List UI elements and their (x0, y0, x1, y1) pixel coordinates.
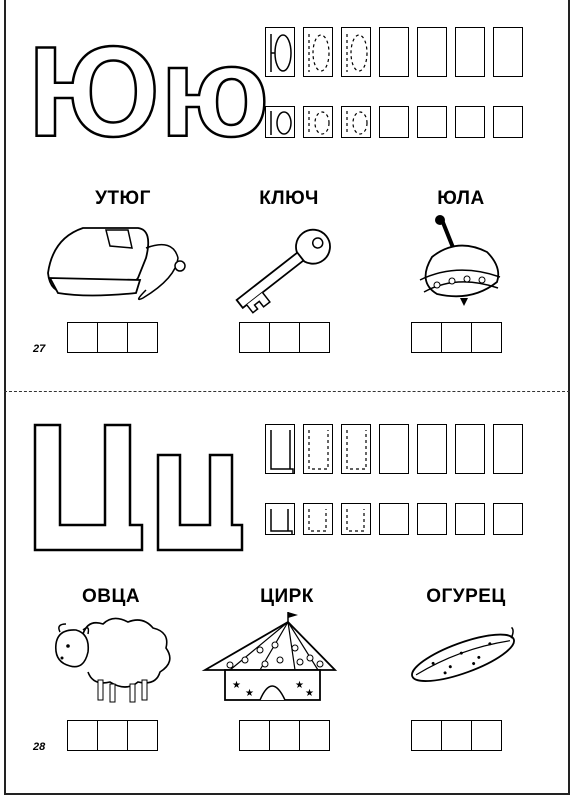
trace-cell[interactable] (341, 503, 371, 535)
iron-icon (28, 218, 198, 308)
answer-boxes[interactable] (239, 720, 330, 751)
answer-boxes[interactable] (411, 322, 502, 353)
trace-cell[interactable] (417, 106, 447, 138)
key-icon (232, 222, 342, 312)
answer-boxes[interactable] (411, 720, 502, 751)
sheep-icon (48, 614, 178, 704)
trace-cell[interactable] (493, 106, 523, 138)
tracing-row-lower-yu[interactable] (265, 106, 523, 138)
trace-cell[interactable] (379, 27, 409, 77)
trace-cell[interactable] (455, 27, 485, 77)
trace-cell[interactable] (417, 503, 447, 535)
trace-cell[interactable] (455, 106, 485, 138)
svg-text:★: ★ (245, 688, 254, 699)
trace-cell[interactable] (265, 27, 295, 77)
trace-cell[interactable] (493, 424, 523, 474)
big-letters-ts (30, 420, 270, 570)
word-label: ЦИРК (260, 586, 314, 607)
cucumber-icon (402, 620, 522, 690)
trace-cell[interactable] (265, 424, 295, 474)
trace-cell[interactable] (265, 106, 295, 138)
trace-cell[interactable] (341, 106, 371, 138)
trace-cell[interactable] (455, 424, 485, 474)
svg-text:★: ★ (295, 680, 304, 691)
trace-cell[interactable] (493, 503, 523, 535)
tracing-row-upper-yu[interactable] (265, 27, 523, 77)
trace-cell[interactable] (379, 503, 409, 535)
trace-cell[interactable] (303, 27, 333, 77)
trace-cell[interactable] (417, 424, 447, 474)
page-number: 28 (33, 741, 46, 753)
svg-text:★: ★ (305, 688, 314, 699)
trace-cell[interactable] (455, 503, 485, 535)
trace-cell[interactable] (379, 424, 409, 474)
word-label: ОВЦА (81, 586, 141, 607)
trace-cell[interactable] (303, 106, 333, 138)
word-label: УТЮГ (95, 188, 151, 209)
word-label: ЮЛА (437, 188, 485, 209)
page-number: 27 (33, 343, 46, 355)
trace-cell[interactable] (265, 503, 295, 535)
word-label: КЛЮЧ (259, 188, 319, 209)
svg-text:★: ★ (232, 680, 241, 691)
trace-cell[interactable] (341, 27, 371, 77)
answer-boxes[interactable] (239, 322, 330, 353)
tracing-row-upper-ts[interactable] (265, 424, 523, 474)
trace-cell[interactable] (303, 503, 333, 535)
spinning-top-icon (412, 212, 512, 307)
trace-cell[interactable] (341, 424, 371, 474)
trace-cell[interactable] (417, 27, 447, 77)
big-letters-yu-text: Юю (28, 21, 270, 164)
answer-boxes[interactable] (67, 720, 158, 751)
trace-cell[interactable] (379, 106, 409, 138)
big-letters-yu (28, 21, 288, 168)
word-label: ОГУРЕЦ (426, 586, 506, 607)
trace-cell[interactable] (303, 424, 333, 474)
cut-line (4, 391, 570, 392)
answer-boxes[interactable] (67, 322, 158, 353)
trace-cell[interactable] (493, 27, 523, 77)
tracing-row-lower-ts[interactable] (265, 503, 523, 535)
circus-tent-icon (200, 610, 340, 705)
